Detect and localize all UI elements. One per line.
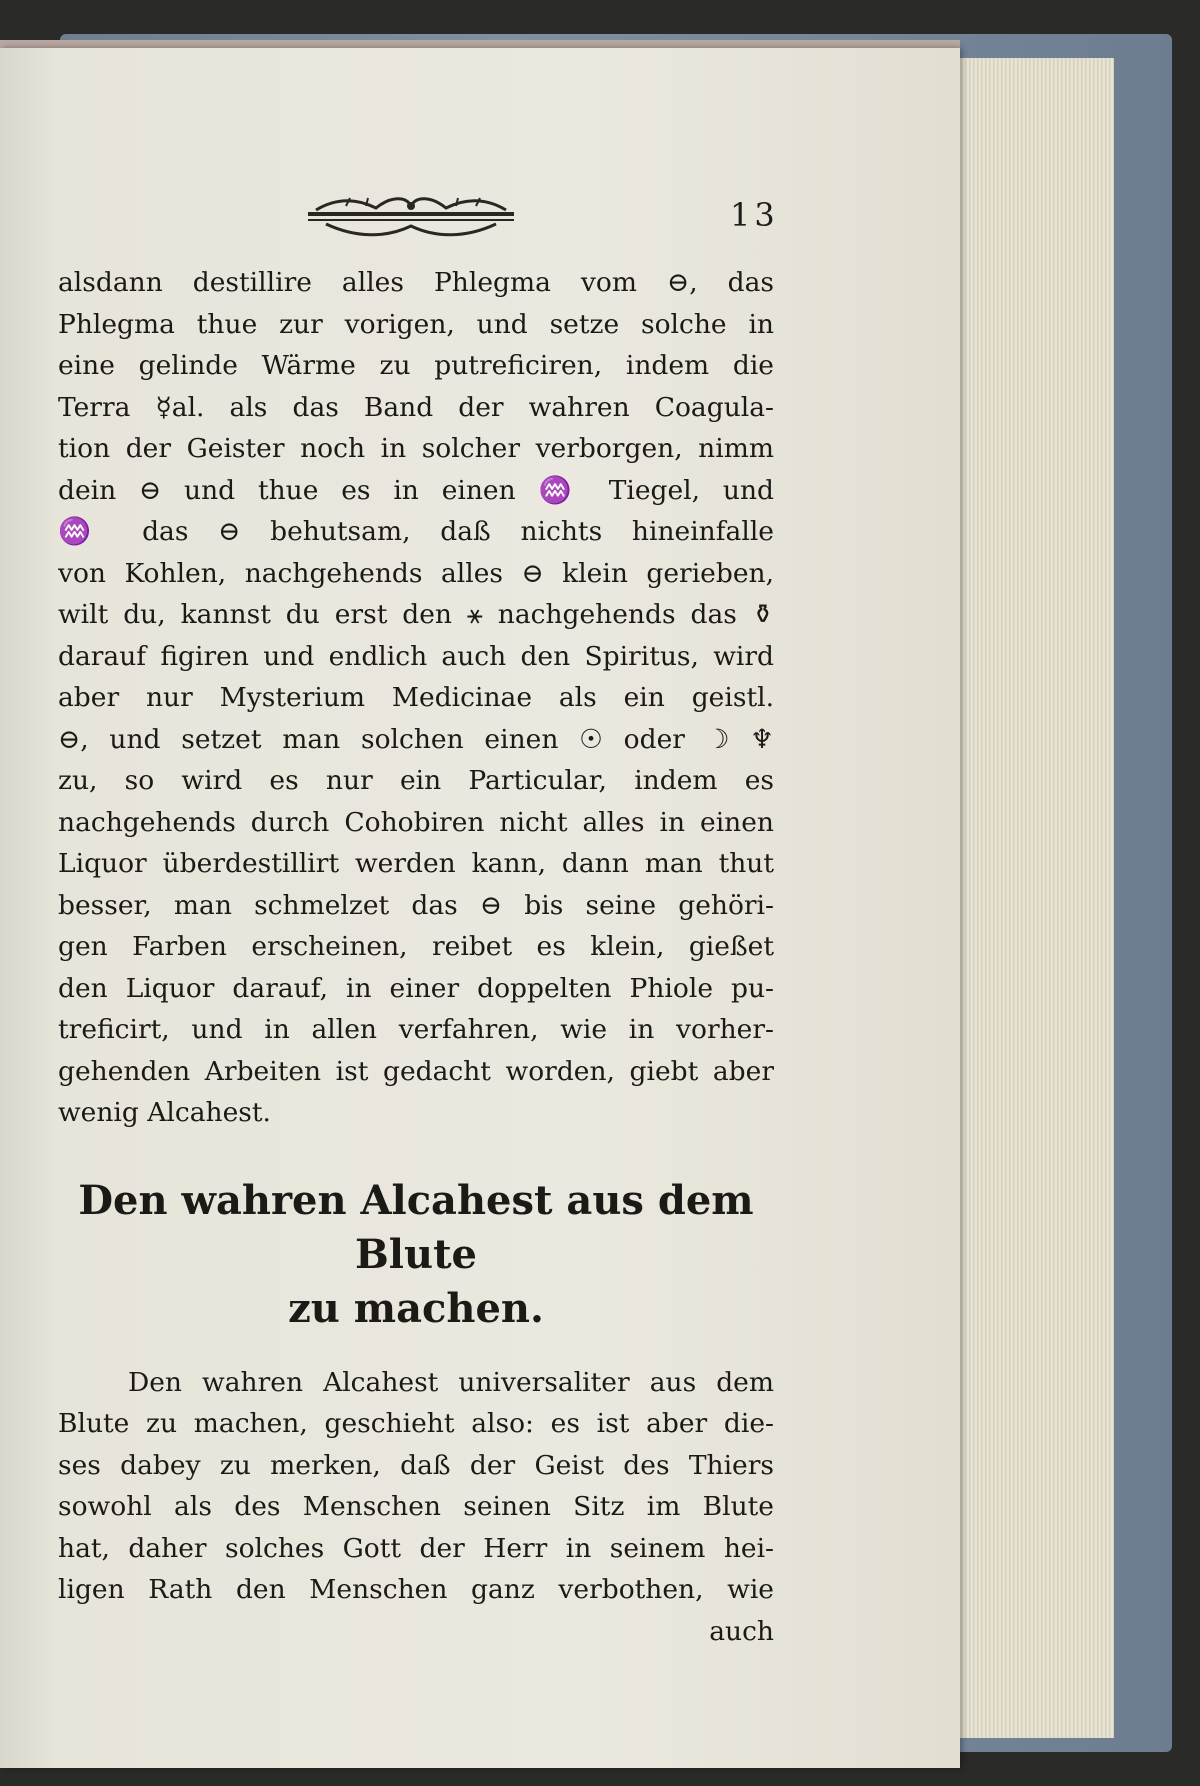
page-number: 13 <box>730 196 779 234</box>
text-line: sowohl als des Menschen seinen Sitz im Blute <box>58 1491 774 1522</box>
text-line: Blute zu machen, geschieht also: es ist aber die- <box>58 1408 774 1439</box>
text-line: ligen Rath den Menschen ganz verbothen, wie <box>58 1574 774 1605</box>
heading-line: zu machen. <box>288 1284 544 1332</box>
text-line: gen Farben erscheinen, reibet es klein, gießet <box>58 931 774 962</box>
headpiece-ornament-icon <box>306 194 516 240</box>
text-line: den Liquor darauf, in einer doppelten Phiole pu- <box>58 972 774 1004</box>
text-line: treficirt, und in allen verfahren, wie in vorher- <box>58 1014 774 1045</box>
text-line: Liquor überdestillirt werden kann, dann man thut <box>58 848 774 879</box>
book-page <box>0 48 960 1768</box>
text-line: darauf figiren und endlich auch den Spiritus, wird <box>58 640 774 672</box>
section-heading <box>58 1174 774 1336</box>
text-line: wilt du, kannst du erst den ⚹ nachgehends das ⚱ <box>58 599 774 630</box>
text-line: nachgehends durch Cohobiren nicht alles in einen <box>58 806 774 838</box>
text-line: ♒ das ⊖ behutsam, daß nichts hineinfalle <box>58 516 774 547</box>
text-line: hat, daher solches Gott der Herr in seinem hei- <box>58 1532 774 1564</box>
paragraph-1 <box>58 262 774 1134</box>
text-line: Phlegma thue zur vorigen, und setze solche in <box>58 308 774 340</box>
heading-line: Den wahren Alcahest aus dem Blute <box>78 1176 754 1278</box>
text-line: wenig Alcahest. <box>58 1097 271 1128</box>
text-line: ⊖, und setzet man solchen einen ☉ oder ☽ ♆ <box>58 723 774 755</box>
text-line: gehenden Arbeiten ist gedacht worden, giebt aber <box>58 1055 774 1087</box>
paragraph-2 <box>58 1362 774 1653</box>
text-line: Den wahren Alcahest universaliter aus dem <box>128 1366 774 1398</box>
page-edges <box>940 58 1114 1738</box>
text-line: dein ⊖ und thue es in einen ♒ Tiegel, und <box>58 474 774 506</box>
main-text <box>58 262 774 1652</box>
text-line: ses dabey zu merken, daß der Geist des Thiers <box>58 1449 774 1481</box>
text-line: Terra ☿al. als das Band der wahren Coagula- <box>58 391 774 423</box>
catchword: auch <box>709 1615 774 1647</box>
text-line: von Kohlen, nachgehends alles ⊖ klein gerieben, <box>58 557 774 589</box>
text-line: tion der Geister noch in solcher verborgen, nimm <box>58 433 774 464</box>
text-line: eine gelinde Wärme zu putreficiren, indem die <box>58 350 774 381</box>
text-line: aber nur Mysterium Medicinae als ein geistl. <box>58 682 774 713</box>
text-line: alsdann destillire alles Phlegma vom ⊖, das <box>58 267 774 298</box>
text-line: zu, so wird es nur ein Particular, indem es <box>58 765 774 796</box>
text-line: besser, man schmelzet das ⊖ bis seine gehöri- <box>58 889 774 921</box>
